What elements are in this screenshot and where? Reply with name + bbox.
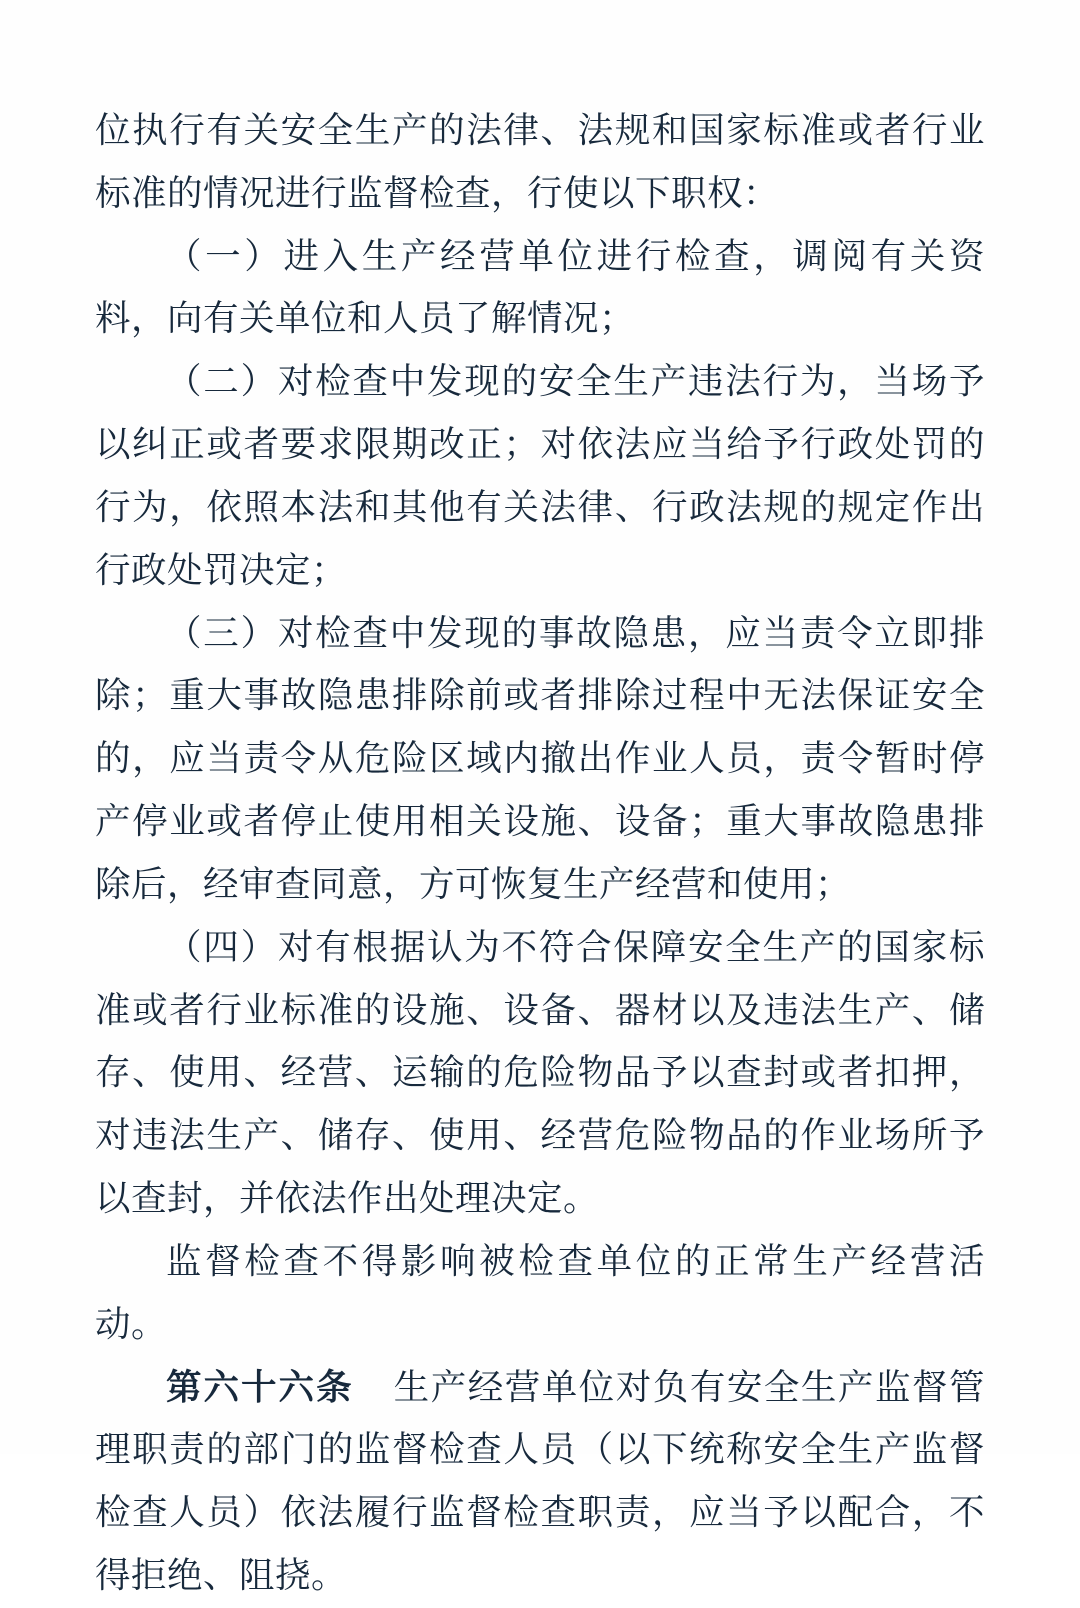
article-66-text: 生产经营单位对负有安全生产监督管理职责的部门的监督检查人员（以下统称安全生产监督检查人员）依法履行监督检查职责，应当予以配合，不得拒绝、阻挠。 <box>95 1366 985 1597</box>
paragraph-item-3: （三）对检查中发现的事故隐患，应当责令立即排除；重大事故隐患排除前或者排除过程中无法保证安全的，应当责令从危险区域内撤出作业人员，责令暂时停产停业或者停止使用相关设施、设备；重大事故隐患排除后，经审查同意，方可恢复生产经营和使用； <box>95 612 985 905</box>
paragraph-item-1: （一）进入生产经营单位进行检查，调阅有关资料，向有关单位和人员了解情况； <box>95 235 985 340</box>
article-66-paragraph <box>95 1357 985 1608</box>
article-66-label: 第六十六条 <box>166 1366 354 1408</box>
paragraph-item-2: （二）对检查中发现的安全生产违法行为，当场予以纠正或者要求限期改正；对依法应当给予行政处罚的行为，依照本法和其他有关法律、行政法规的规定作出行政处罚决定； <box>95 361 985 591</box>
document-body <box>95 100 985 1608</box>
paragraph-closing: 监督检查不得影响被检查单位的正常生产经营活动。 <box>95 1240 985 1345</box>
paragraph-continuation: 位执行有关安全生产的法律、法规和国家标准或者行业标准的情况进行监督检查，行使以下职权： <box>95 110 985 214</box>
paragraph-item-4: （四）对有根据认为不符合保障安全生产的国家标准或者行业标准的设施、设备、器材以及违法生产、储存、使用、经营、运输的危险物品予以查封或者扣押，对违法生产、储存、使用、经营危险物品的作业场所予以查封，并依法作出处理决定。 <box>95 926 985 1220</box>
